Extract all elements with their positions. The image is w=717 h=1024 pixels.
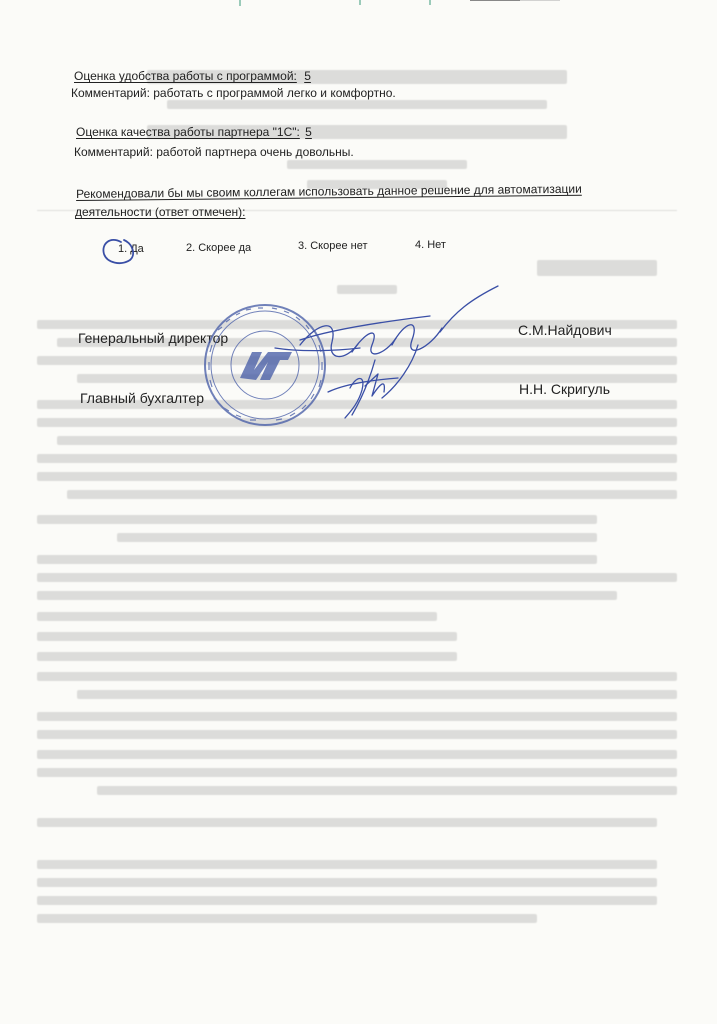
option-rather-no: 3. Скорее нет	[298, 240, 368, 252]
recommend-question-line1: Рекомендовали бы мы своим коллегам использовать данное решение для автоматизации	[76, 181, 582, 201]
option-no: 4. Нет	[415, 239, 446, 251]
accountant-name: Н.Н. Скригуль	[519, 381, 610, 397]
director-title: Генеральный директор	[78, 330, 229, 346]
usability-comment: Комментарий: работать с программой легко и комфортно.	[71, 86, 396, 100]
quality-label: Оценка качества работы партнера "1С":	[76, 125, 300, 139]
option-yes: 1. Да	[118, 243, 144, 255]
accountant-title: Главный бухгалтер	[80, 390, 204, 406]
quality-score: 5	[305, 125, 312, 139]
accountant-signature	[328, 360, 398, 418]
recommend-question-line2: деятельности (ответ отмечен):	[75, 205, 246, 219]
company-stamp	[205, 305, 325, 425]
director-name: С.М.Найдович	[518, 322, 612, 338]
usability-score: 5	[304, 69, 311, 83]
selected-option-circle	[103, 240, 133, 263]
quality-comment: Комментарий: работой партнера очень довольны.	[74, 145, 354, 159]
director-signature	[275, 286, 498, 398]
option-rather-yes: 2. Скорее да	[186, 242, 252, 254]
usability-label: Оценка удобства работы с программой:	[74, 69, 297, 83]
